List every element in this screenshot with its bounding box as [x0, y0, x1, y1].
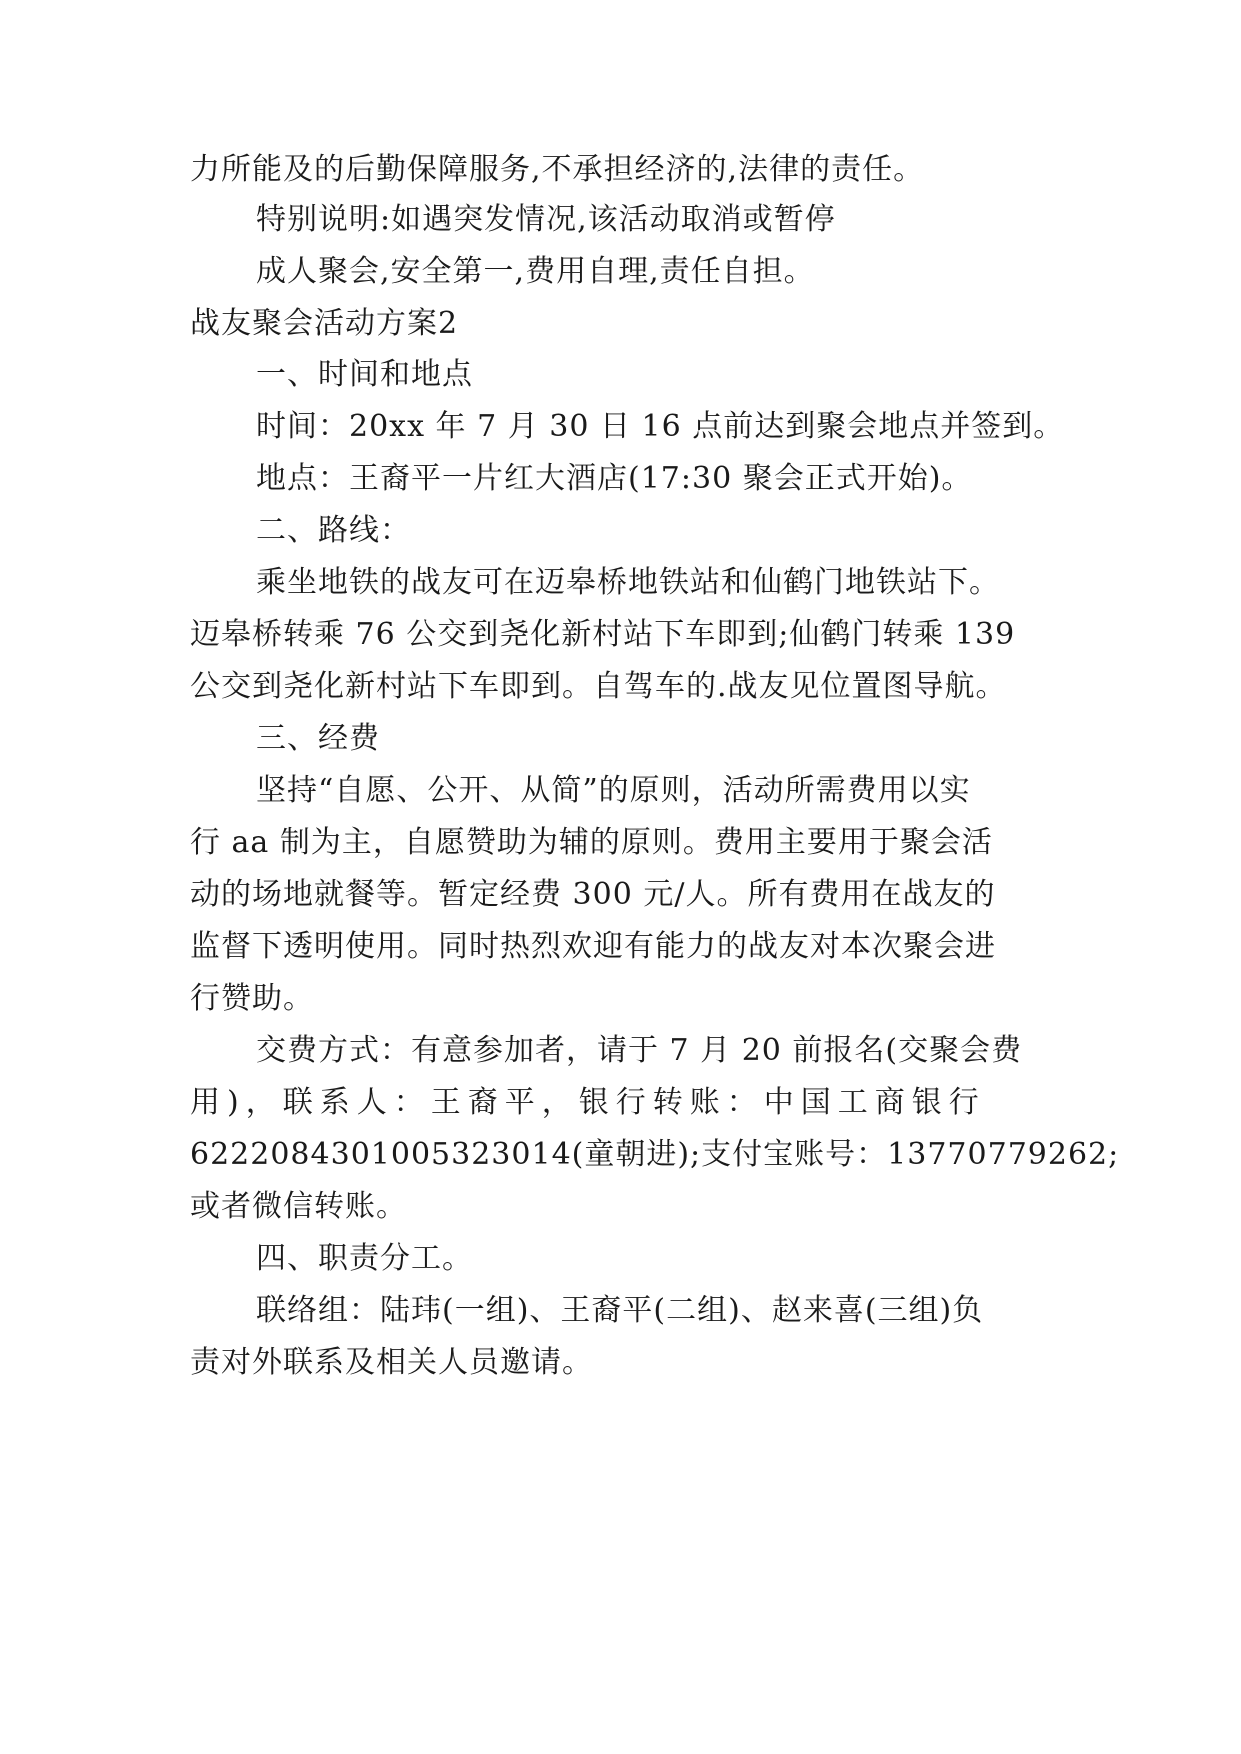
paragraph-line: 行赞助。 [190, 981, 314, 1016]
subheading-time-place: 一、时间和地点 [256, 357, 473, 392]
paragraph-line: 迈皋桥转乘 76 公交到尧化新村站下车即到;仙鹤门转乘 139 [190, 617, 1016, 652]
subheading-duties: 四、职责分工。 [256, 1241, 473, 1276]
subheading-route: 二、路线： [256, 513, 411, 548]
section-title: 战友聚会活动方案2 [190, 306, 459, 341]
paragraph-line-payment: 交费方式：有意参加者，请于 7 月 20 前报名(交聚会费 [256, 1033, 1023, 1068]
paragraph-line: 或者微信转账。 [190, 1189, 407, 1224]
paragraph-line: 力所能及的后勤保障服务,不承担经济的,法律的责任。 [190, 152, 925, 187]
paragraph-line: 监督下透明使用。同时热烈欢迎有能力的战友对本次聚会进 [190, 929, 996, 964]
paragraph-line-contact-group: 联络组：陆玮(一组)、王裔平(二组)、赵来喜(三组)负 [256, 1293, 984, 1328]
paragraph-line: 动的场地就餐等。暂定经费 300 元/人。所有费用在战友的 [190, 877, 996, 912]
paragraph-line-time: 时间：20xx 年 7 月 30 日 16 点前达到聚会地点并签到。 [256, 409, 1065, 444]
paragraph-line-account: 6222084301005323014(童朝进);支付宝账号：13770779262; [190, 1137, 1120, 1172]
safety-note-line: 成人聚会,安全第一,费用自理,责任自担。 [256, 254, 815, 289]
special-note-line: 特别说明:如遇突发情况,该活动取消或暂停 [256, 202, 836, 237]
paragraph-line: 公交到尧化新村站下车即到。自驾车的.战友见位置图导航。 [190, 669, 1007, 704]
paragraph-line: 用)，联系人：王裔平，银行转账：中国工商银行 [190, 1085, 986, 1120]
paragraph-line: 行 aa 制为主，自愿赞助为辅的原则。费用主要用于聚会活 [190, 825, 993, 860]
paragraph-line: 责对外联系及相关人员邀请。 [190, 1345, 593, 1380]
paragraph-line: 乘坐地铁的战友可在迈皋桥地铁站和仙鹤门地铁站下。 [256, 565, 1000, 600]
subheading-funds: 三、经费 [256, 721, 380, 756]
paragraph-line-place: 地点：王裔平一片红大酒店(17:30 聚会正式开始)。 [256, 461, 973, 496]
paragraph-line: 坚持“自愿、公开、从简”的原则，活动所需费用以实 [256, 773, 971, 808]
